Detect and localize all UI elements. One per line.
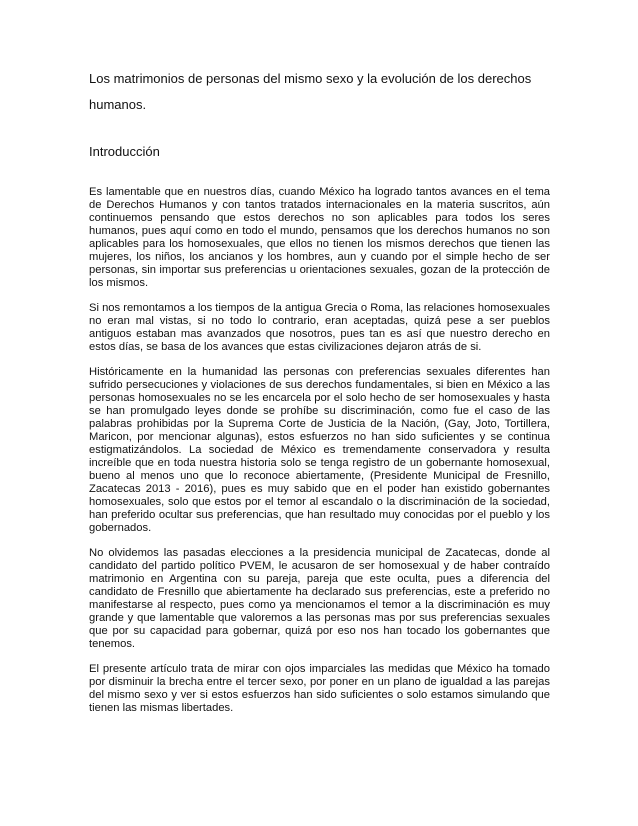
document-page	[89, 66, 550, 715]
paragraph-4: No olvidemos las pasadas elecciones a la presidencia municipal de Zacatecas, donde al candidato del partido político PVEM, le acusaron de ser homosexual y de haber contraído matrimonio en Argentina con su pareja, pareja que este oculta, pues a diferencia del candidato de Fresnillo que abiertamente ha declarado sus preferencias, este a preferido no manifestarse al respecto, pues como ya mencionamos el temor a la discriminación es muy grande y que lamentable que valoremos a las personas mas por sus preferencias sexuales que por su capacidad para gobernar, quizá por eso nos han tocado los gobernantes que tenemos.	[89, 547, 550, 650]
paragraph-2: Si nos remontamos a los tiempos de la antigua Grecia o Roma, las relaciones homosexuales no eran mal vistas, si no todo lo contrario, eran aceptadas, quizá pese a ser pueblos antiguos estaban mas avanzados que nosotros, pues tan es así que nuestro derecho en estos días, se basa de los avances que estas civilizaciones dejaron atrás de si.	[89, 302, 550, 353]
paragraph-1: Es lamentable que en nuestros días, cuando México ha logrado tantos avances en el tema de Derechos Humanos y con tantos tratados internacionales en la materia suscritos, aún continuemos pensando que estos derechos no son aplicables para todos los seres humanos, pues aquí como en todo el mundo, pensamos que los derechos humanos no son aplicables para los homosexuales, que ellos no tienen los mismos derechos que tienen las mujeres, los niños, los ancianos y los hombres, aun y cuando por el simple hecho de ser personas, sin importar sus preferencias u orientaciones sexuales, gozan de la protección de los mismos.	[89, 186, 550, 289]
section-heading: Introducción	[89, 144, 160, 159]
paragraph-5: El presente artículo trata de mirar con ojos imparciales las medidas que México ha tomado por disminuir la brecha entre el tercer sexo, por poner en un plano de igualdad a las parejas del mismo sexo y ver si estos esfuerzos han sido suficientes o solo estamos simulando que tienen las mismas libertades.	[89, 663, 550, 714]
paragraph-3: Históricamente en la humanidad las personas con preferencias sexuales diferentes han sufrido persecuciones y violaciones de sus derechos fundamentales, si bien en México a las personas homosexuales no se les encarcela por el solo hecho de ser homosexuales y hasta se han promulgado leyes donde se prohíbe su discriminación, como fue el caso de las palabras prohibidas por la Suprema Corte de Justicia de la Nación, (Gay, Joto, Tortillera, Maricon, por mencionar algunas), estos esfuerzos no han sido suficientes y se continua estigmatizándolos. La sociedad de México es tremendamente conservadora y resulta increíble que en toda nuestra historia solo se tenga registro de un gobernante homosexual, bueno al menos uno que lo reconoce abiertamente, (Presidente Municipal de Fresnillo, Zacatecas 2013 - 2016), pues es muy sabido que en el poder han existido gobernantes homosexuales, solo que estos por el temor al escandalo o la discriminación de la sociedad, han preferido ocultar sus preferencias, que han resultado muy conocidas por el pueblo y los gobernados.	[89, 366, 550, 534]
document-title: Los matrimonios de personas del mismo sexo y la evolución de los derechos humanos.	[89, 71, 532, 112]
